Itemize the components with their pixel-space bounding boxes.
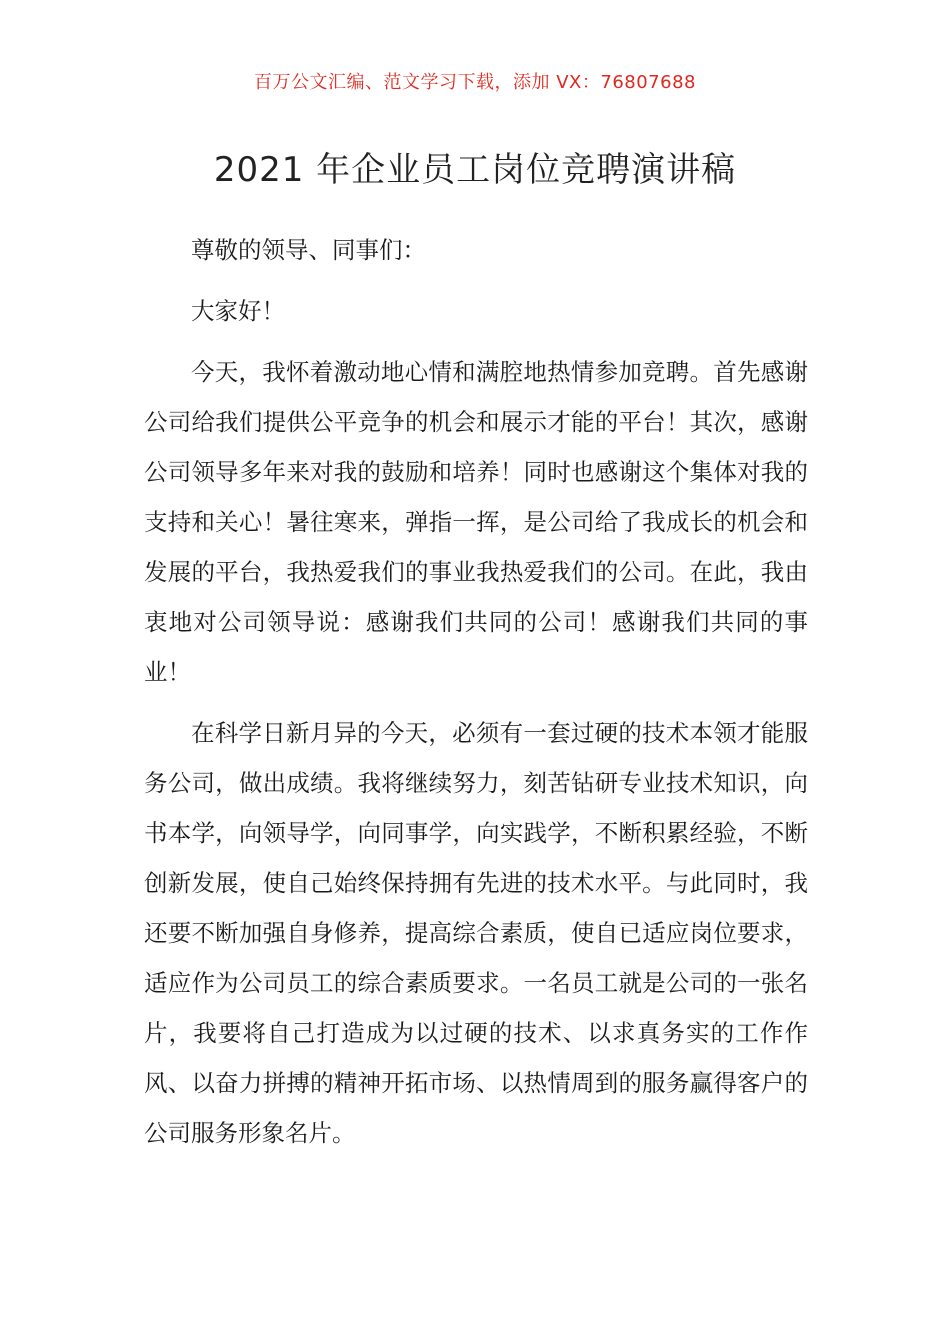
document-body: [144, 225, 808, 1158]
salutation: 尊敬的领导、同事们：: [191, 236, 426, 264]
document-title: 2021 年企业员工岗位竞聘演讲稿: [213, 150, 737, 190]
paragraph-2: 在科学日新月异的今天，必须有一套过硬的技术本领才能服务公司，做出成绩。我将继续努力，刻苦钻研专业技术知识，向书本学，向领导学，向同事学，向实践学，不断积累经验，不断创新发展，使自己始终保持拥有先进的技术水平。与此同时，我还要不断加强自身修养，提高综合素质，使自已适应岗位要求，适应作为公司员工的综合素质要求。一名员工就是公司的一张名片，我要将自己打造成为以过硬的技术、以求真务实的工作作风、以奋力拼搏的精神开拓市场、以热情周到的服务赢得客户的公司服务形象名片。: [144, 719, 808, 1147]
greeting: 大家好！: [191, 297, 285, 325]
paragraph-1: 今天，我怀着激动地心情和满腔地热情参加竞聘。首先感谢公司给我们提供公平竞争的机会和展示才能的平台！其次，感谢公司领导多年来对我的鼓励和培养！同时也感谢这个集体对我的支持和关心！暑往寒来，弹指一挥，是公司给了我成长的机会和发展的平台，我热爱我们的事业我热爱我们的公司。在此，我由衷地对公司领导说：感谢我们共同的公司！感谢我们共同的事业！: [144, 358, 808, 686]
header-note: 百万公文汇编、范文学习下载，添加 VX：76807688: [254, 72, 696, 93]
